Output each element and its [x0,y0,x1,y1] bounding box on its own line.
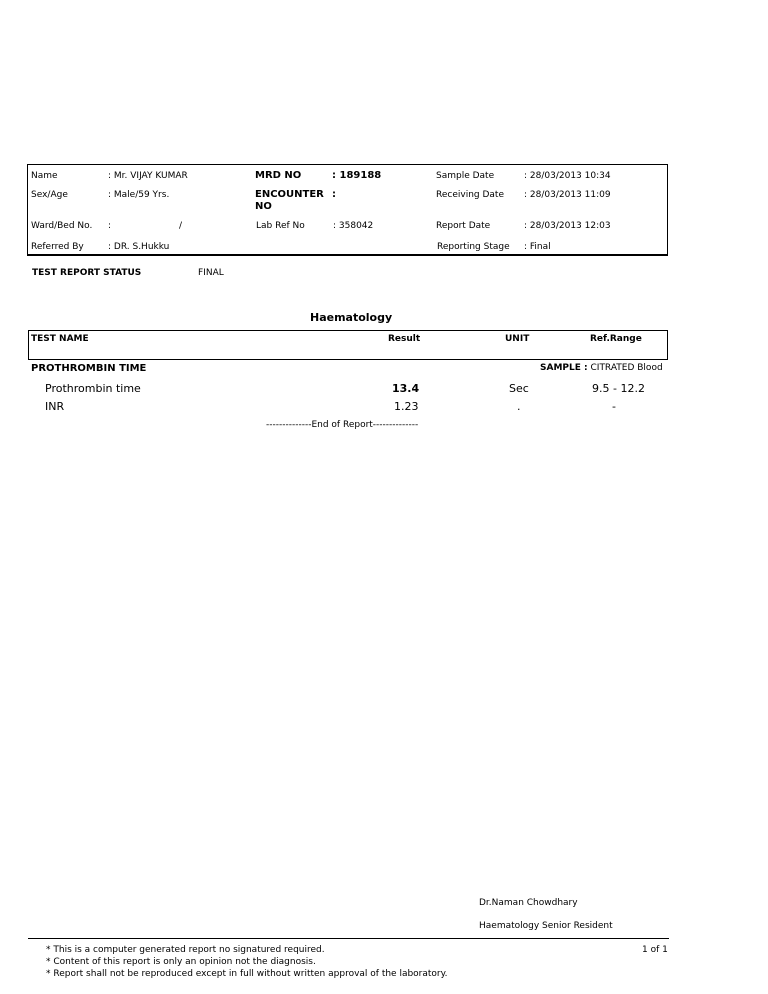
test-row-unit: . [517,400,521,413]
footer-note: * Content of this report is only an opinion not the diagnosis. [46,957,316,967]
footer-note: * This is a computer generated report no signatured required. [46,945,325,955]
lab-ref-label: Lab Ref No [256,221,305,231]
ward-bed-label: Ward/Bed No. [31,221,93,231]
report-date-label: Report Date [436,221,491,231]
mrd-label: MRD NO [255,170,302,181]
ward-bed-value: : [108,221,112,231]
encounter-label-line2: NO [255,201,272,212]
name-value: : Mr. VIJAY KUMAR [108,171,188,181]
column-header-result: Result [388,334,421,344]
sample-date-label: Sample Date [436,171,495,181]
sample-date-value: : 28/03/2013 10:34 [524,171,611,181]
test-group-name: PROTHROMBIN TIME [31,363,147,374]
end-of-report: --------------End of Report-------------- [266,420,419,430]
mrd-value: : 189188 [332,170,382,181]
footer-divider [28,938,669,939]
footer-note: * Report shall not be reproduced except in full without written approval of the laboratory. [46,969,448,979]
referred-by-value: : DR. S.Hukku [108,242,170,252]
sex-age-value: : Male/59 Yrs. [108,190,170,200]
lab-ref-value: : 358042 [333,221,374,231]
test-group-sample [540,363,663,373]
sample-value: CITRATED Blood [590,363,663,373]
signatory-title: Haematology Senior Resident [479,921,613,931]
table-header-box [28,330,668,360]
page-indicator: 1 of 1 [642,945,668,955]
test-row-result: 13.4 [392,382,420,395]
report-date-value: : 28/03/2013 12:03 [524,221,611,231]
column-header-test-name: TEST NAME [31,334,89,344]
column-header-unit: UNIT [505,334,530,344]
signatory-name: Dr.Naman Chowdhary [479,898,578,908]
test-row-ref-range: 9.5 - 12.2 [592,382,645,395]
report-status-value: FINAL [198,268,224,278]
reporting-stage-label: Reporting Stage [437,242,510,252]
test-row-ref-range: - [612,400,616,413]
test-row-result: 1.23 [394,400,419,413]
ward-bed-separator: / [179,221,183,231]
sample-label: SAMPLE : [540,363,588,373]
test-row-name: Prothrombin time [45,382,141,395]
encounter-value: : [332,189,336,200]
report-status-label: TEST REPORT STATUS [32,268,142,278]
reporting-stage-value: : Final [524,242,551,252]
test-row-name: INR [45,400,65,413]
test-row-unit: Sec [509,382,529,395]
section-title: Haematology [310,311,393,324]
encounter-label-line1: ENCOUNTER [255,189,324,200]
name-label: Name [31,171,58,181]
column-header-ref-range: Ref.Range [590,334,642,344]
receiving-date-value: : 28/03/2013 11:09 [524,190,611,200]
referred-by-label: Referred By [31,242,84,252]
receiving-date-label: Receiving Date [436,190,504,200]
sex-age-label: Sex/Age [31,190,68,200]
